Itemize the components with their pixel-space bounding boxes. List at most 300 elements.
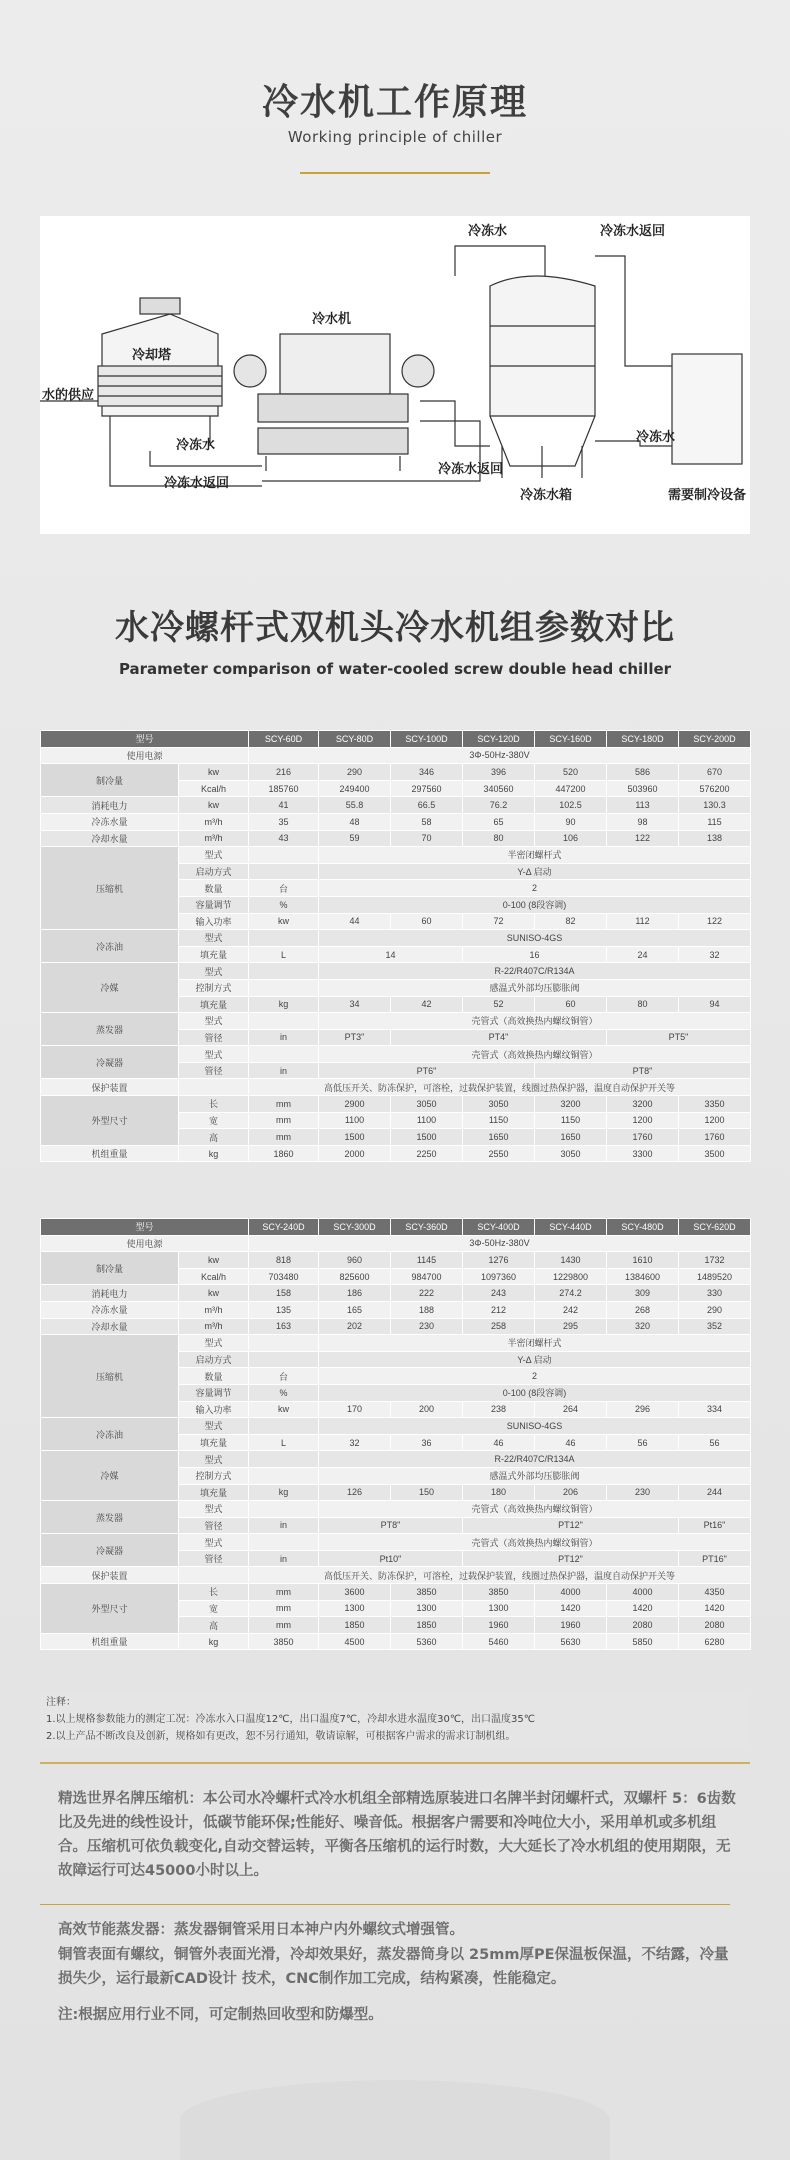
row-label: 型式 — [179, 1013, 249, 1030]
cell: PT12" — [463, 1517, 679, 1534]
table-row — [41, 1335, 751, 1352]
cell: 586 — [607, 764, 679, 781]
cell: 3350 — [679, 1096, 751, 1113]
cell: 1760 — [607, 1129, 679, 1146]
cell: 165 — [319, 1301, 391, 1318]
water-supply-label: 水的供应 — [42, 388, 95, 403]
group-label: 压缩机 — [41, 1335, 179, 1418]
cell: 158 — [249, 1285, 319, 1302]
decorative-backdrop — [180, 2080, 610, 2160]
cell: 76.2 — [463, 797, 535, 814]
row-label: 管径 — [179, 1029, 249, 1046]
cell: 1650 — [463, 1129, 535, 1146]
cell: 58 — [391, 813, 463, 830]
cell: 1300 — [391, 1600, 463, 1617]
row-label: 机组重量 — [41, 1633, 179, 1650]
cell: 346 — [391, 764, 463, 781]
principle-subtitle: Working principle of chiller — [287, 128, 503, 146]
row-value: 高低压开关、防冻保护，可溶栓，过载保护装置，线圈过热保护器，温度自动保护开关等 — [249, 1567, 751, 1584]
tank-label: 冷冻水箱 — [520, 488, 573, 503]
row-label: 型式 — [179, 930, 249, 947]
cooling-return-label: 冷冻水返回 — [164, 476, 230, 491]
cell: 32 — [679, 946, 751, 963]
row-label: 型式 — [179, 1451, 249, 1468]
cell: 14 — [319, 946, 463, 963]
equipment-label: 需要制冷设备 — [668, 488, 747, 503]
cell: 1150 — [463, 1112, 535, 1129]
row-label: 型式 — [179, 1501, 249, 1518]
row-label: 数量 — [179, 1368, 249, 1385]
row-value: Y-Δ 启动 — [319, 1351, 751, 1368]
group-label: 冷冻油 — [41, 930, 179, 963]
table-row — [41, 1252, 751, 1269]
cell: 72 — [463, 913, 535, 930]
table-row — [41, 1633, 751, 1650]
cell: 3850 — [249, 1633, 319, 1650]
row-label: 型式 — [179, 1046, 249, 1063]
cell: 188 — [391, 1301, 463, 1318]
cell: 80 — [607, 996, 679, 1013]
cell: 150 — [391, 1484, 463, 1501]
cell: 138 — [679, 830, 751, 847]
cell: 447200 — [535, 780, 607, 797]
cell: 130.3 — [679, 797, 751, 814]
cell: 352 — [679, 1318, 751, 1335]
cell: 503960 — [607, 780, 679, 797]
unit: in — [249, 1029, 319, 1046]
cell: 1610 — [607, 1252, 679, 1269]
cell: 249400 — [319, 780, 391, 797]
row-label: 宽 — [179, 1600, 249, 1617]
table-row — [41, 1046, 751, 1063]
cell: 48 — [319, 813, 391, 830]
cooling-tower-label: 冷却塔 — [132, 348, 172, 363]
unit: m³/h — [179, 1301, 249, 1318]
comparison-title: 水冷螺杆式双机头冷水机组参数对比 — [115, 608, 675, 648]
unit: Kcal/h — [179, 1268, 249, 1285]
cell: Pt10" — [319, 1550, 463, 1567]
row-label: 容量调节 — [179, 1384, 249, 1401]
row-label: 冷冻水量 — [41, 813, 179, 830]
group-label: 外型尺寸 — [41, 1584, 179, 1634]
row-value: 高低压开关、防冻保护，可溶栓，过载保护装置，线圈过热保护器，温度自动保护开关等 — [249, 1079, 751, 1096]
cell: 4350 — [679, 1584, 751, 1601]
model-cell: SCY-180D — [607, 731, 679, 748]
unit: m³/h — [179, 830, 249, 847]
cell: 3200 — [607, 1096, 679, 1113]
cell: PT3" — [319, 1029, 391, 1046]
row-label: 输入功率 — [179, 913, 249, 930]
cell: 3300 — [607, 1145, 679, 1162]
cell: 334 — [679, 1401, 751, 1418]
cell: 1489520 — [679, 1268, 751, 1285]
chiller-diagram — [40, 216, 750, 534]
cell: 1500 — [319, 1129, 391, 1146]
cell: 5630 — [535, 1633, 607, 1650]
unit: L — [249, 1434, 319, 1451]
cell: 2000 — [319, 1145, 391, 1162]
unit: % — [249, 896, 319, 913]
cell: 206 — [535, 1484, 607, 1501]
table-row — [41, 1285, 751, 1302]
unit: L — [249, 946, 319, 963]
principle-title: 冷水机工作原理 — [261, 82, 528, 123]
table-row — [41, 1567, 751, 1584]
cell: 163 — [249, 1318, 319, 1335]
group-label: 冷冻油 — [41, 1418, 179, 1451]
cell: 2080 — [679, 1617, 751, 1634]
row-label: 保护装置 — [41, 1079, 179, 1096]
table-row — [41, 847, 751, 864]
cell: PT12" — [463, 1550, 679, 1567]
cell: 4500 — [319, 1633, 391, 1650]
cell: 122 — [679, 913, 751, 930]
row-value: R-22/R407C/R134A — [319, 963, 751, 980]
cell: 60 — [535, 996, 607, 1013]
cell: 3050 — [391, 1096, 463, 1113]
cell: 3600 — [319, 1584, 391, 1601]
cell: 1200 — [679, 1112, 751, 1129]
cell: 1860 — [249, 1145, 319, 1162]
table-row — [41, 1013, 751, 1030]
group-label: 蒸发器 — [41, 1501, 179, 1534]
cell: 1100 — [391, 1112, 463, 1129]
unit: in — [249, 1550, 319, 1567]
row-label: 填充量 — [179, 1434, 249, 1451]
unit: m³/h — [179, 1318, 249, 1335]
row-label: 启动方式 — [179, 1351, 249, 1368]
cell: 295 — [535, 1318, 607, 1335]
unit: mm — [249, 1112, 319, 1129]
row-label: 消耗电力 — [41, 1285, 179, 1302]
row-label: 启动方式 — [179, 863, 249, 880]
cell: 135 — [249, 1301, 319, 1318]
model-cell: SCY-200D — [679, 731, 751, 748]
cell: 102.5 — [535, 797, 607, 814]
cell: 56 — [607, 1434, 679, 1451]
gold-divider — [40, 1762, 750, 1764]
unit: kw — [179, 764, 249, 781]
cell: PT8" — [535, 1062, 751, 1079]
notes-line-1: 1.以上规格参数能力的测定工况：冷冻水入口温度12℃，出口温度7℃，冷却水进水温度30℃，出口温度35℃ — [46, 1714, 535, 1725]
table-row — [41, 1079, 751, 1096]
feature-copper-tube: 铜管表面有螺纹，铜管外表面光滑，冷却效果好，蒸发器筒身以 25mm厚PE保温板保温，不结露，冷量损失少，运行最新CAD设计 技术，CNC制作加工完成，结构紧凑，性能稳定。 — [58, 1947, 729, 1987]
cell: 576200 — [679, 780, 751, 797]
unit: mm — [249, 1129, 319, 1146]
cell: 320 — [607, 1318, 679, 1335]
cell: 113 — [607, 797, 679, 814]
cell: 825600 — [319, 1268, 391, 1285]
cell: 44 — [319, 913, 391, 930]
cell: 41 — [249, 797, 319, 814]
row-label: 长 — [179, 1584, 249, 1601]
row-label: 控制方式 — [179, 979, 249, 996]
row-label: 填充量 — [179, 946, 249, 963]
cell: 290 — [319, 764, 391, 781]
row-label: 型式 — [179, 1534, 249, 1551]
feature-note: 注:根据应用行业不同，可定制热回收型和防爆型。 — [58, 2007, 383, 2023]
cell: 230 — [607, 1484, 679, 1501]
cell: 274.2 — [535, 1285, 607, 1302]
row-label: 型式 — [179, 1418, 249, 1435]
comparison-subtitle: Parameter comparison of water-cooled screw double head chiller — [118, 660, 672, 678]
row-label: 管径 — [179, 1062, 249, 1079]
model-cell: SCY-620D — [679, 1219, 751, 1236]
cell: 170 — [319, 1401, 391, 1418]
row-label: 高 — [179, 1129, 249, 1146]
cell: 202 — [319, 1318, 391, 1335]
unit: mm — [249, 1584, 319, 1601]
row-value: 3Φ-50Hz-380V — [249, 747, 751, 764]
cell: 43 — [249, 830, 319, 847]
cell: 520 — [535, 764, 607, 781]
row-label: 保护装置 — [41, 1567, 179, 1584]
cell: 4000 — [535, 1584, 607, 1601]
group-label: 外型尺寸 — [41, 1096, 179, 1146]
group-label: 冷媒 — [41, 963, 179, 1013]
cell: 216 — [249, 764, 319, 781]
cell: 1229800 — [535, 1268, 607, 1285]
group-label: 压缩机 — [41, 847, 179, 930]
model-cell: SCY-100D — [391, 731, 463, 748]
cell: 1430 — [535, 1252, 607, 1269]
model-cell: SCY-440D — [535, 1219, 607, 1236]
model-cell: SCY-240D — [249, 1219, 319, 1236]
table-row — [41, 1584, 751, 1601]
cell: 5460 — [463, 1633, 535, 1650]
row-value: SUNISO-4GS — [319, 930, 751, 947]
unit: kg — [179, 1633, 249, 1650]
cell: 1150 — [535, 1112, 607, 1129]
table-row — [41, 1451, 751, 1468]
cell: 2550 — [463, 1145, 535, 1162]
row-label: 使用电源 — [41, 747, 249, 764]
cell: 122 — [607, 830, 679, 847]
cell: PT6" — [319, 1062, 535, 1079]
model-label: 型号 — [41, 731, 249, 748]
row-label: 长 — [179, 1096, 249, 1113]
group-label: 冷凝器 — [41, 1534, 179, 1567]
cell: 960 — [319, 1252, 391, 1269]
chiller-label: 冷水机 — [312, 312, 352, 327]
table-row — [41, 1534, 751, 1551]
model-cell: SCY-80D — [319, 731, 391, 748]
cell: 3050 — [535, 1145, 607, 1162]
feature-compressor: 精选世界名牌压缩机：本公司水冷螺杆式冷水机组全部精选原装进口名牌半封闭螺杆式，双螺杆 5：6齿数比及先进的线性设计，低碳节能环保;性能好、噪音低。根据客户需要和冷吨位大小，采用单机或多机组合。压缩机可依负载变化,自动交替运转，平衡各压缩机的运行时数，大大延长了冷水机组的使用期限，无故障运行可达45000小时以上。 — [58, 1791, 736, 1879]
unit: in — [249, 1062, 319, 1079]
unit: m³/h — [179, 813, 249, 830]
cell: 242 — [535, 1301, 607, 1318]
gold-divider — [40, 1904, 730, 1905]
cell: 309 — [607, 1285, 679, 1302]
cell: 80 — [463, 830, 535, 847]
cell: 1384600 — [607, 1268, 679, 1285]
cell: 268 — [607, 1301, 679, 1318]
row-label: 型式 — [179, 963, 249, 980]
cell: 258 — [463, 1318, 535, 1335]
table-row — [41, 830, 751, 847]
cooling-water-label: 冷冻水 — [176, 438, 216, 453]
cell: 1420 — [607, 1600, 679, 1617]
unit: mm — [249, 1096, 319, 1113]
table-row — [41, 813, 751, 830]
cell: 32 — [319, 1434, 391, 1451]
cell: 1732 — [679, 1252, 751, 1269]
cell: 212 — [463, 1301, 535, 1318]
cell: 4000 — [607, 1584, 679, 1601]
table-row — [41, 1318, 751, 1335]
unit: kw — [179, 1252, 249, 1269]
cell: 3050 — [463, 1096, 535, 1113]
row-label: 管径 — [179, 1517, 249, 1534]
cell: 3200 — [535, 1096, 607, 1113]
notes-line-2: 2.以上产品不断改良及创新，规格如有更改，恕不另行通知，敬请谅解，可根据客户需求的需求订制机组。 — [46, 1731, 516, 1742]
row-label: 制冷量 — [41, 1252, 179, 1285]
model-cell: SCY-360D — [391, 1219, 463, 1236]
cell: 818 — [249, 1252, 319, 1269]
cell: 1200 — [607, 1112, 679, 1129]
unit: mm — [249, 1617, 319, 1634]
cell: 3850 — [391, 1584, 463, 1601]
cell: PT4" — [391, 1029, 607, 1046]
cell: 222 — [391, 1285, 463, 1302]
row-label: 填充量 — [179, 1484, 249, 1501]
cell: 1420 — [679, 1600, 751, 1617]
feature-evaporator: 高效节能蒸发器：蒸发器铜管采用日本神户内外螺纹式增强管。 — [58, 1922, 464, 1938]
cell: 82 — [535, 913, 607, 930]
cell: 1300 — [463, 1600, 535, 1617]
row-value: 半密闭螺杆式 — [319, 847, 751, 864]
table-row — [41, 747, 751, 764]
cell: 1760 — [679, 1129, 751, 1146]
spec-table-1 — [40, 730, 751, 1162]
unit: kg — [249, 1484, 319, 1501]
cell: 670 — [679, 764, 751, 781]
row-label: 型式 — [179, 847, 249, 864]
cell: 1276 — [463, 1252, 535, 1269]
table-header-row — [41, 731, 751, 748]
cell: 34 — [319, 996, 391, 1013]
row-label: 数量 — [179, 880, 249, 897]
cell: 200 — [391, 1401, 463, 1418]
cell: 1850 — [319, 1617, 391, 1634]
row-label: 容量调节 — [179, 896, 249, 913]
row-value: 壳管式（高效换热内螺纹铜管） — [319, 1046, 751, 1063]
unit: % — [249, 1384, 319, 1401]
cell: 230 — [391, 1318, 463, 1335]
cell: 126 — [319, 1484, 391, 1501]
cell: 2080 — [607, 1617, 679, 1634]
cell: 46 — [463, 1434, 535, 1451]
cell: 243 — [463, 1285, 535, 1302]
row-value: 壳管式（高效换热内螺纹铜管） — [319, 1013, 751, 1030]
cell: 185760 — [249, 780, 319, 797]
cell: 1100 — [319, 1112, 391, 1129]
cell: 238 — [463, 1401, 535, 1418]
cell: 106 — [535, 830, 607, 847]
table-row — [41, 1301, 751, 1318]
table-row — [41, 1145, 751, 1162]
model-cell: SCY-160D — [535, 731, 607, 748]
table-row — [41, 764, 751, 781]
cell: 2250 — [391, 1145, 463, 1162]
cell: 70 — [391, 830, 463, 847]
spec-table-2 — [40, 1218, 751, 1650]
row-label: 使用电源 — [41, 1235, 249, 1252]
cell: 6280 — [679, 1633, 751, 1650]
model-cell: SCY-300D — [319, 1219, 391, 1236]
gold-divider — [300, 172, 490, 174]
cell: 297560 — [391, 780, 463, 797]
notes-title: 注释： — [46, 1697, 76, 1708]
cell: 98 — [607, 813, 679, 830]
cell: 186 — [319, 1285, 391, 1302]
unit: Kcal/h — [179, 780, 249, 797]
cell: 36 — [391, 1434, 463, 1451]
unit: in — [249, 1517, 319, 1534]
cell: 52 — [463, 996, 535, 1013]
row-label: 宽 — [179, 1112, 249, 1129]
row-value: 2 — [319, 880, 751, 897]
cell: 1097360 — [463, 1268, 535, 1285]
cell: 90 — [535, 813, 607, 830]
row-label: 机组重量 — [41, 1145, 179, 1162]
group-label: 冷媒 — [41, 1451, 179, 1501]
cell: 5850 — [607, 1633, 679, 1650]
row-label: 控制方式 — [179, 1467, 249, 1484]
cell: 1300 — [319, 1600, 391, 1617]
unit: kw — [179, 1285, 249, 1302]
table-row — [41, 797, 751, 814]
cell: 1650 — [535, 1129, 607, 1146]
cell: 1420 — [535, 1600, 607, 1617]
model-cell: SCY-60D — [249, 731, 319, 748]
chilled-water-top-label: 冷冻水 — [468, 224, 508, 239]
unit: 台 — [249, 1368, 319, 1385]
unit: kw — [249, 913, 319, 930]
cell: 290 — [679, 1301, 751, 1318]
cell: 703480 — [249, 1268, 319, 1285]
cell: 1960 — [463, 1617, 535, 1634]
chilled-return-mid-label: 冷冻水返回 — [438, 462, 504, 477]
cell: 60 — [391, 913, 463, 930]
unit: 台 — [249, 880, 319, 897]
cell: 296 — [607, 1401, 679, 1418]
model-cell: SCY-480D — [607, 1219, 679, 1236]
row-label: 高 — [179, 1617, 249, 1634]
unit: kg — [179, 1145, 249, 1162]
cell: PT8" — [319, 1517, 463, 1534]
model-cell: SCY-400D — [463, 1219, 535, 1236]
cell: PT5" — [607, 1029, 751, 1046]
cell: 984700 — [391, 1268, 463, 1285]
cell: 244 — [679, 1484, 751, 1501]
table-row — [41, 930, 751, 947]
cell: 330 — [679, 1285, 751, 1302]
table-row — [41, 1501, 751, 1518]
row-value: 3Φ-50Hz-380V — [249, 1235, 751, 1252]
cell: 3850 — [463, 1584, 535, 1601]
row-label: 型式 — [179, 1335, 249, 1352]
model-label: 型号 — [41, 1219, 249, 1236]
unit: kw — [179, 797, 249, 814]
cell: 16 — [463, 946, 607, 963]
cell: 5360 — [391, 1633, 463, 1650]
cell: PT16" — [679, 1550, 751, 1567]
cell: 94 — [679, 996, 751, 1013]
row-value: 壳管式（高效换热内螺纹铜管） — [319, 1534, 751, 1551]
table-row — [41, 1235, 751, 1252]
